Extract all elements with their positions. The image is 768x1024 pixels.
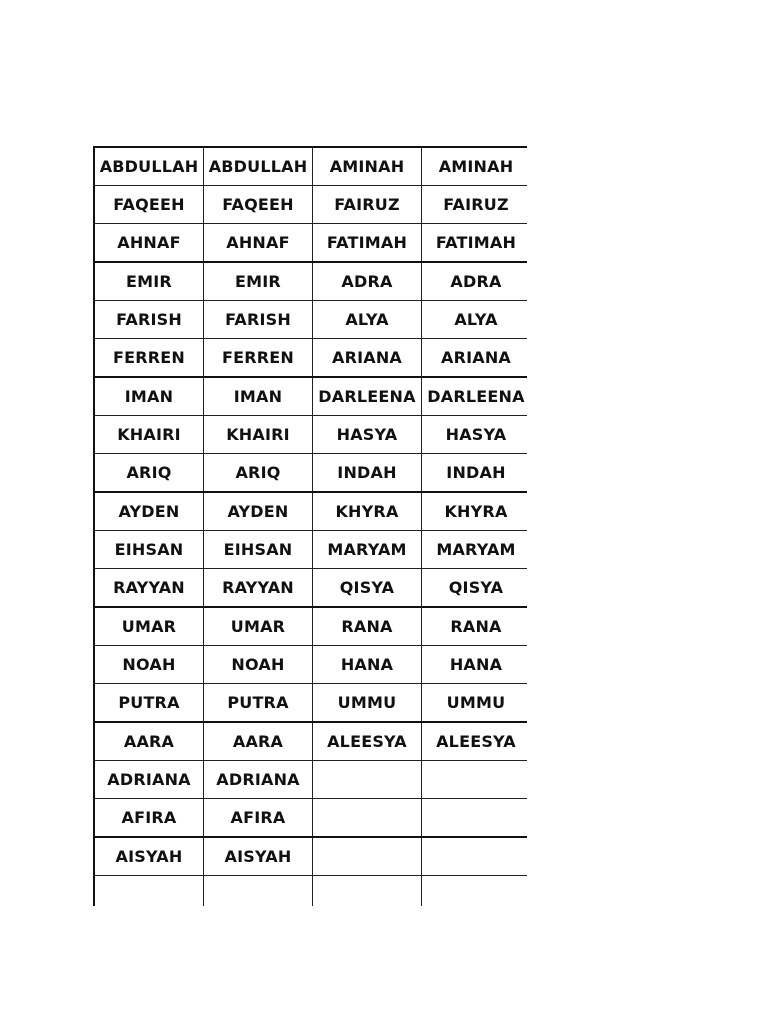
- name-cell: [422, 837, 528, 876]
- name-cell: INDAH: [422, 454, 528, 493]
- name-cell: ALEESYA: [422, 722, 528, 761]
- name-cell: QISYA: [313, 569, 422, 608]
- name-cell: ABDULLAH: [94, 147, 204, 186]
- name-cell: EMIR: [94, 262, 204, 301]
- name-cell: UMAR: [94, 607, 204, 646]
- name-cell: HANA: [422, 646, 528, 684]
- name-cell: MARYAM: [422, 531, 528, 569]
- name-cell: DARLEENA: [313, 377, 422, 416]
- name-cell: ADRA: [422, 262, 528, 301]
- name-cell: FAIRUZ: [422, 186, 528, 224]
- name-cell: INDAH: [313, 454, 422, 493]
- name-cell: AISYAH: [94, 837, 204, 876]
- name-cell: FAIRUZ: [313, 186, 422, 224]
- name-cell: QISYA: [422, 569, 528, 608]
- name-cell: [422, 799, 528, 838]
- name-cell: KHYRA: [422, 492, 528, 531]
- name-cell: ARIQ: [204, 454, 313, 493]
- name-cell: ALEESYA: [313, 722, 422, 761]
- name-cell: IMAN: [94, 377, 204, 416]
- name-cell: EMIR: [204, 262, 313, 301]
- table-row: [94, 722, 527, 761]
- name-table-sheet: [93, 146, 527, 906]
- name-cell: UMAR: [204, 607, 313, 646]
- table-row: [94, 646, 527, 684]
- table-row: [94, 186, 527, 224]
- name-cell: AHNAF: [204, 224, 313, 263]
- name-cell: FERREN: [204, 339, 313, 378]
- name-cell: RANA: [422, 607, 528, 646]
- name-cell: FARISH: [94, 301, 204, 339]
- name-cell: ARIQ: [94, 454, 204, 493]
- name-cell: AFIRA: [94, 799, 204, 838]
- name-cell: RAYYAN: [94, 569, 204, 608]
- name-cell: [313, 876, 422, 907]
- name-cell: NOAH: [204, 646, 313, 684]
- table-row: [94, 569, 527, 608]
- name-cell: ADRIANA: [94, 761, 204, 799]
- name-cell: [313, 761, 422, 799]
- table-row: [94, 492, 527, 531]
- name-cell: ARIANA: [313, 339, 422, 378]
- name-cell: AARA: [94, 722, 204, 761]
- name-cell: KHYRA: [313, 492, 422, 531]
- name-cell: ADRA: [313, 262, 422, 301]
- name-cell: MARYAM: [313, 531, 422, 569]
- name-table-body: [94, 147, 527, 906]
- name-cell: [204, 876, 313, 907]
- table-row: [94, 531, 527, 569]
- name-cell: [313, 837, 422, 876]
- name-cell: AARA: [204, 722, 313, 761]
- table-row: [94, 454, 527, 493]
- table-row: [94, 262, 527, 301]
- table-row: [94, 876, 527, 907]
- name-cell: AYDEN: [204, 492, 313, 531]
- name-cell: AYDEN: [94, 492, 204, 531]
- name-cell: IMAN: [204, 377, 313, 416]
- name-cell: ALYA: [422, 301, 528, 339]
- name-cell: FATIMAH: [422, 224, 528, 263]
- table-row: [94, 377, 527, 416]
- name-cell: EIHSAN: [94, 531, 204, 569]
- name-cell: DARLEENA: [422, 377, 528, 416]
- name-cell: NOAH: [94, 646, 204, 684]
- table-row: [94, 799, 527, 838]
- name-cell: PUTRA: [204, 684, 313, 723]
- table-row: [94, 837, 527, 876]
- name-cell: HASYA: [313, 416, 422, 454]
- name-cell: [313, 799, 422, 838]
- name-cell: ALYA: [313, 301, 422, 339]
- table-row: [94, 684, 527, 723]
- name-cell: [422, 761, 528, 799]
- name-cell: ABDULLAH: [204, 147, 313, 186]
- name-cell: AISYAH: [204, 837, 313, 876]
- name-cell: [422, 876, 528, 907]
- name-cell: ADRIANA: [204, 761, 313, 799]
- table-row: [94, 416, 527, 454]
- name-cell: UMMU: [313, 684, 422, 723]
- name-cell: EIHSAN: [204, 531, 313, 569]
- name-cell: KHAIRI: [94, 416, 204, 454]
- name-cell: RAYYAN: [204, 569, 313, 608]
- table-row: [94, 339, 527, 378]
- name-cell: AFIRA: [204, 799, 313, 838]
- table-row: [94, 301, 527, 339]
- table-row: [94, 224, 527, 263]
- name-cell: KHAIRI: [204, 416, 313, 454]
- name-cell: RANA: [313, 607, 422, 646]
- name-cell: FERREN: [94, 339, 204, 378]
- table-row: [94, 607, 527, 646]
- name-cell: UMMU: [422, 684, 528, 723]
- name-cell: ARIANA: [422, 339, 528, 378]
- name-cell: PUTRA: [94, 684, 204, 723]
- name-cell: HANA: [313, 646, 422, 684]
- table-row: [94, 147, 527, 186]
- table-row: [94, 761, 527, 799]
- name-cell: FAQEEH: [204, 186, 313, 224]
- name-cell: HASYA: [422, 416, 528, 454]
- name-cell: AMINAH: [313, 147, 422, 186]
- name-cell: [94, 876, 204, 907]
- name-cell: FATIMAH: [313, 224, 422, 263]
- name-cell: AHNAF: [94, 224, 204, 263]
- name-cell: FAQEEH: [94, 186, 204, 224]
- name-cell: FARISH: [204, 301, 313, 339]
- name-table: [93, 146, 527, 906]
- name-cell: AMINAH: [422, 147, 528, 186]
